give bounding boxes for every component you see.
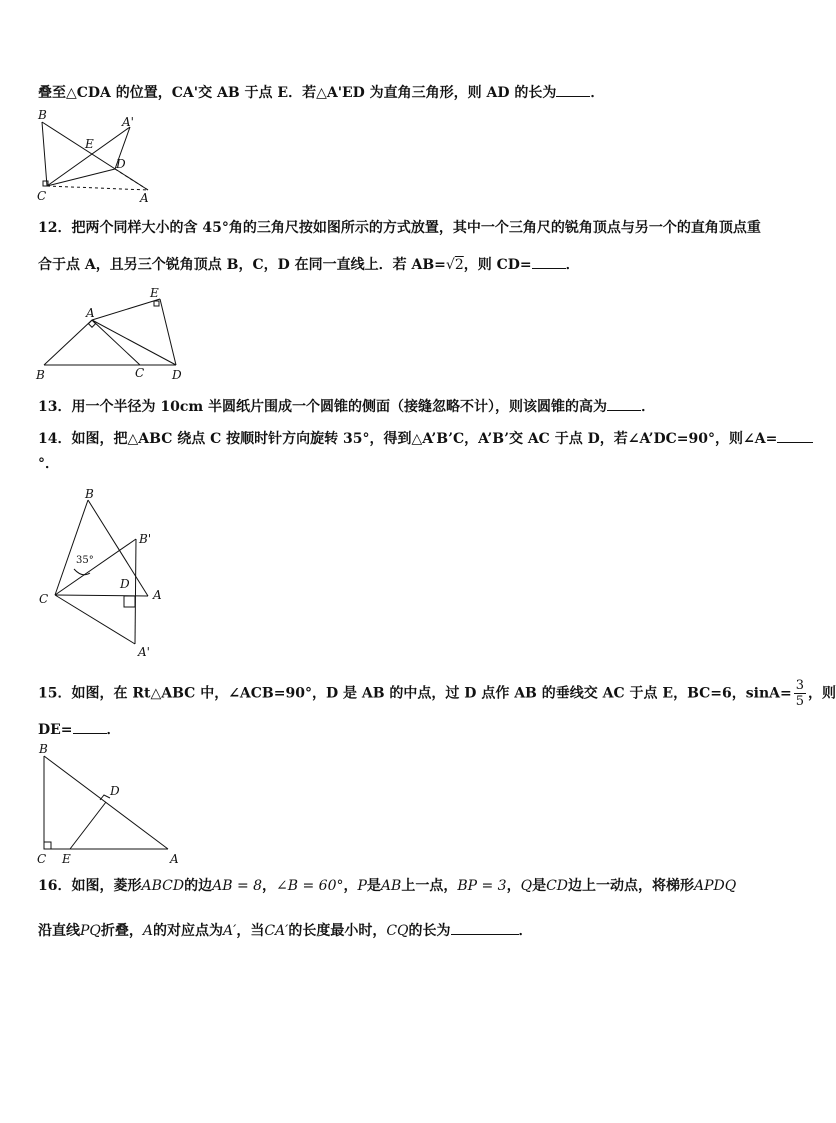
q12-figure [30,285,190,385]
q16-math: CA′ [264,923,289,939]
q16-text: ， [343,878,358,894]
q16-text: 边上一动点，将梯形 [568,878,694,894]
q12-line-1 [38,219,761,237]
q16-math: A [142,923,154,939]
q14-angle-label: 35° [76,555,94,566]
q12-answer-blank[interactable] [532,254,566,269]
q13-end: ． [641,399,656,415]
q11-label-a: A [140,191,149,205]
q16-line-1 [38,877,736,895]
q12-text-2a: 合于点 A，且另三个锐角顶点 B，C，D 在同一直线上．若 AB= [38,257,446,273]
q16-text: 的长为 [408,923,451,939]
q13-text: 13．用一个半径为 10cm 半圆纸片围成一个圆锥的侧面（接缝忽略不计），则该圆锥的高为 [38,399,608,415]
q16-math: AB [380,878,402,894]
q16-text: 的边 [184,878,213,894]
q11-line [38,82,604,102]
q15-label-a: A [170,852,179,866]
q12-label-d: D [172,368,182,382]
q12-end: ． [565,257,580,273]
q16-text: 沿直线 [38,923,80,939]
q16-text: ，当 [236,923,265,939]
q16-math: APDQ [694,878,737,894]
q15-text-1a: 15．如图，在 Rt△ABC 中，∠ACB=90°，D 是 AB 的中点，过 D 点作 AB 的垂线交 AC 于点 E，BC=6，sinA= [38,685,792,702]
q15-frac-den: 5 [795,694,805,709]
q11-label-d: D [116,157,126,171]
sqrt-symbol: √2 [445,257,464,273]
q16-text: 是 [366,878,381,894]
q11-end: ． [590,85,605,101]
q14-label-b-prime: B' [139,532,152,546]
q14-answer-blank[interactable] [777,428,813,443]
q12-label-e: E [150,286,159,300]
q16-text: ， [506,878,521,894]
q16-math: BP = 3 [457,878,507,894]
q16-math: PQ [80,923,101,939]
q14-label-c: C [39,592,49,606]
q15-line-2 [38,719,121,739]
q12-label-a: A [86,306,95,320]
q14-label-d: D [120,577,130,591]
q11-label-b: B [38,108,47,122]
q14-label-a-prime: A' [138,645,150,659]
q12-text-2b: ，则 CD= [463,257,532,273]
q12-label-b: B [36,368,45,382]
q15-end: ． [106,722,121,738]
q16-math: A′ [223,923,237,939]
q16-text: 的对应点为 [153,923,224,939]
q14-figure [30,486,175,661]
q16-end: ． [518,923,533,939]
q11-answer-blank[interactable] [556,82,590,97]
q12-sqrt-radicand: 2 [454,257,464,273]
q16-math: AB = 8 [212,878,263,894]
q11-label-e: E [85,137,94,151]
q14-label-b: B [85,487,94,501]
q15-label-c: C [37,852,47,866]
q16-answer-blank[interactable] [451,920,519,935]
q13-line [38,396,655,416]
q16-text: 的长度最小时， [288,923,387,939]
q16-math: P [357,878,367,894]
q12-label-c: C [135,366,145,380]
q13-answer-blank[interactable] [607,396,641,411]
q15-answer-blank[interactable] [73,719,107,734]
q12-text-1: 12．把两个同样大小的含 45°角的三角尺按如图所示的方式放置，其中一个三角尺的锐角顶点与另一个的直角顶点重 [38,220,761,236]
q11-figure [30,108,160,203]
q14-label-a: A [153,588,162,602]
q14-line-1 [38,428,813,448]
q15-label-b: B [39,742,48,756]
q16-text: ， [262,878,277,894]
q16-text: 是 [532,878,547,894]
q15-frac-num: 3 [795,678,805,693]
q16-math: CD [546,878,568,894]
q11-text: 叠至△CDA 的位置，CA'交 AB 于点 E．若△A'ED 为直角三角形，则 AD 的长为 [38,85,557,101]
q16-math: ABCD [141,878,185,894]
q15-text-1b: ，则 [808,685,836,702]
q15-fraction [794,678,806,709]
q15-line-1 [38,678,836,709]
q16-math: Q [520,878,533,894]
q16-line-2 [38,920,533,940]
q15-figure [30,740,190,865]
q16-math: CQ [386,923,409,939]
q16-text: 折叠， [100,923,143,939]
q11-label-a-prime: A' [122,115,134,129]
q15-label-e: E [62,852,71,866]
q15-text-2: DE= [38,722,73,738]
q14-text-1: 14．如图，把△ABC 绕点 C 按顺时针方向旋转 35°，得到△A’B’C，A’B’交 AC 于点 D，若∠A’DC=90°，则∠A= [38,431,778,447]
q15-label-d: D [110,784,120,798]
q14-text-2: °． [38,456,59,472]
q16-text: 上一点， [401,878,458,894]
q11-label-c: C [37,189,47,203]
q14-line-2 [38,455,59,473]
q12-line-2 [38,254,580,274]
q16-text: 16．如图，菱形 [38,878,142,894]
q16-math: ∠B = 60° [276,878,344,894]
